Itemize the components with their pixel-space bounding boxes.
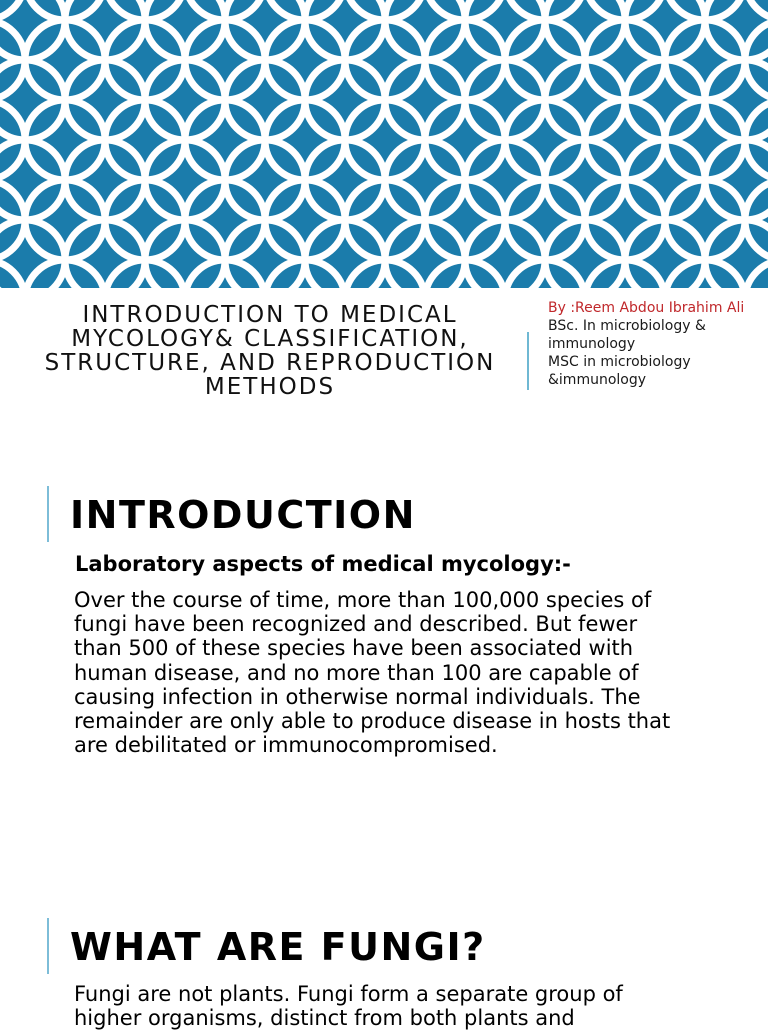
section-accent-bar — [47, 486, 49, 542]
credential-line: MSC in microbiology &immunology — [548, 354, 691, 388]
section-heading-introduction: INTRODUCTION — [70, 493, 416, 537]
author-name: By :Reem Abdou Ibrahim Ali — [548, 300, 745, 316]
fungi-paragraph: Fungi are not plants. Fungi form a separate group of higher organisms, distinct from both plants and — [74, 982, 623, 1030]
section-subheading: Laboratory aspects of medical mycology:- — [75, 552, 571, 576]
interlocking-circles-pattern-icon — [0, 0, 768, 288]
presentation-title: INTRODUCTION TO MEDICAL MYCOLOGY& CLASSIFICATION, STRUCTURE, AND REPRODUCTION METHODS — [44, 302, 496, 400]
introduction-paragraph: Over the course of time, more than 100,000 species of fungi have been recognized and described. But fewer than 500 of these species have been associated with human disease, and no more than 100 are capable of causing infection in otherwise normal individuals. The remainder are only able to produce disease in hosts that are debilitated or immunocompromised. — [74, 588, 671, 758]
section-accent-bar — [47, 918, 49, 974]
author-info — [548, 299, 763, 389]
banner-pattern — [0, 0, 768, 288]
credential-line: BSc. In microbiology & immunology — [548, 318, 706, 352]
title-divider — [527, 332, 529, 390]
section-heading-what-are-fungi: WHAT ARE FUNGI? — [70, 925, 486, 969]
